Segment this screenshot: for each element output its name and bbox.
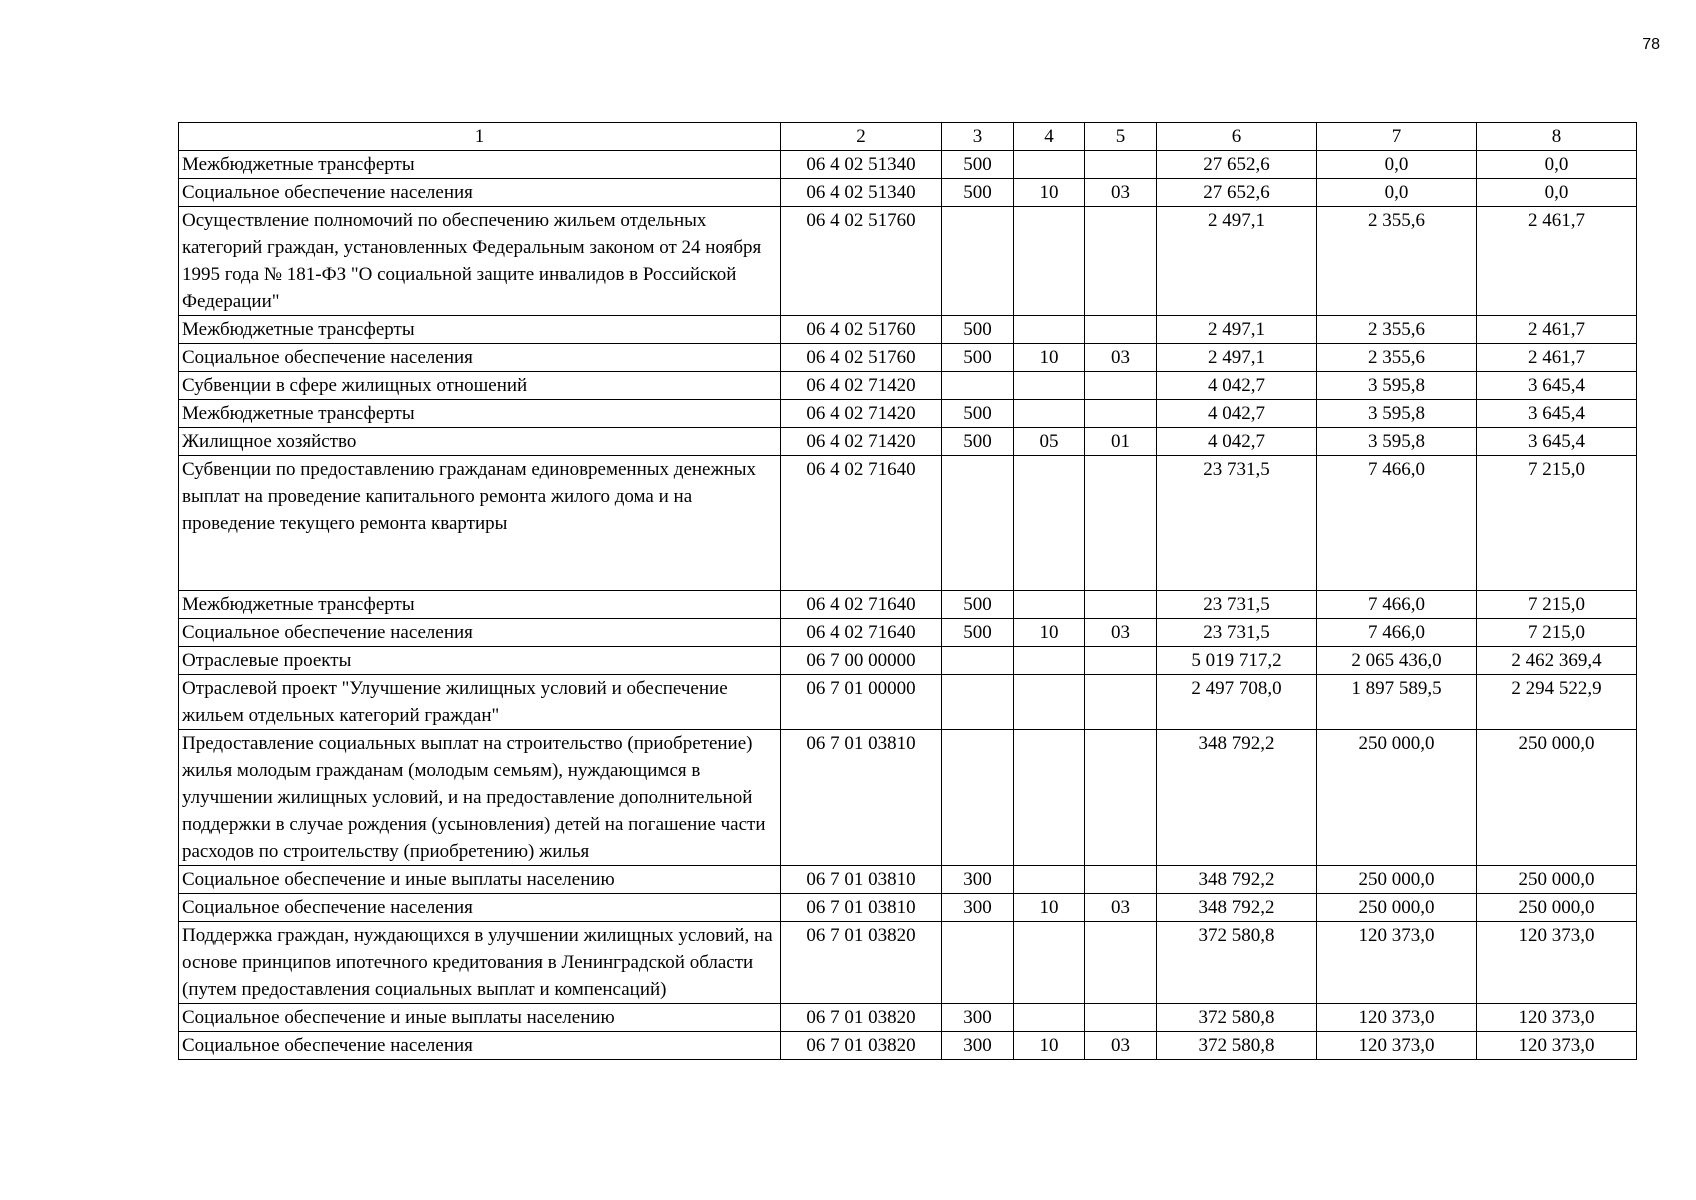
section-code [1014,866,1085,894]
target-article-code: 06 7 01 03810 [781,866,942,894]
subsection-code [1085,151,1157,179]
column-header-6: 6 [1157,123,1317,151]
item-name: Социальное обеспечение населения [179,619,781,647]
table-row [179,207,1637,316]
expense-type-code [942,730,1014,866]
amount-col-8: 2 462 369,4 [1477,647,1637,675]
amount-col-7: 2 355,6 [1317,344,1477,372]
amount-col-8: 7 215,0 [1477,619,1637,647]
table-row [179,428,1637,456]
amount-col-6: 4 042,7 [1157,400,1317,428]
amount-col-8: 250 000,0 [1477,730,1637,866]
amount-col-7: 7 466,0 [1317,619,1477,647]
expense-type-code [942,922,1014,1004]
amount-col-8: 0,0 [1477,151,1637,179]
item-name: Отраслевой проект "Улучшение жилищных условий и обеспечение жильем отдельных категорий граждан" [179,675,781,730]
amount-col-7: 120 373,0 [1317,922,1477,1004]
table-row [179,372,1637,400]
section-code [1014,675,1085,730]
table-row [179,344,1637,372]
amount-col-6: 5 019 717,2 [1157,647,1317,675]
target-article-code: 06 4 02 71420 [781,372,942,400]
amount-col-8: 3 645,4 [1477,400,1637,428]
item-name: Субвенции в сфере жилищных отношений [179,372,781,400]
subsection-code [1085,372,1157,400]
amount-col-7: 120 373,0 [1317,1004,1477,1032]
item-name: Межбюджетные трансферты [179,400,781,428]
amount-col-8: 250 000,0 [1477,894,1637,922]
table-row [179,179,1637,207]
target-article-code: 06 4 02 51340 [781,151,942,179]
subsection-code: 01 [1085,428,1157,456]
item-name: Социальное обеспечение населения [179,179,781,207]
amount-col-8: 2 294 522,9 [1477,675,1637,730]
item-name: Межбюджетные трансферты [179,591,781,619]
section-code: 05 [1014,428,1085,456]
amount-col-7: 250 000,0 [1317,894,1477,922]
item-name: Социальное обеспечение населения [179,894,781,922]
column-header-5: 5 [1085,123,1157,151]
target-article-code: 06 7 01 03820 [781,1004,942,1032]
item-name: Межбюджетные трансферты [179,316,781,344]
expense-type-code: 500 [942,591,1014,619]
amount-col-7: 0,0 [1317,179,1477,207]
amount-col-6: 23 731,5 [1157,619,1317,647]
amount-col-7: 3 595,8 [1317,428,1477,456]
section-code [1014,591,1085,619]
amount-col-7: 1 897 589,5 [1317,675,1477,730]
amount-col-7: 250 000,0 [1317,730,1477,866]
section-code [1014,316,1085,344]
amount-col-6: 2 497,1 [1157,207,1317,316]
expense-type-code [942,372,1014,400]
table-row [179,866,1637,894]
amount-col-6: 27 652,6 [1157,151,1317,179]
target-article-code: 06 7 01 03810 [781,894,942,922]
section-code [1014,1004,1085,1032]
amount-col-7: 2 355,6 [1317,207,1477,316]
target-article-code: 06 4 02 71640 [781,456,942,591]
subsection-code [1085,922,1157,1004]
column-header-1: 1 [179,123,781,151]
column-header-4: 4 [1014,123,1085,151]
amount-col-7: 2 065 436,0 [1317,647,1477,675]
amount-col-8: 120 373,0 [1477,1032,1637,1060]
amount-col-8: 2 461,7 [1477,344,1637,372]
expense-type-code: 500 [942,344,1014,372]
table-row [179,730,1637,866]
expense-type-code: 300 [942,1004,1014,1032]
target-article-code: 06 4 02 71640 [781,591,942,619]
amount-col-6: 2 497 708,0 [1157,675,1317,730]
subsection-code: 03 [1085,619,1157,647]
amount-col-6: 23 731,5 [1157,591,1317,619]
item-name: Социальное обеспечение и иные выплаты населению [179,866,781,894]
amount-col-6: 2 497,1 [1157,344,1317,372]
section-code [1014,922,1085,1004]
subsection-code [1085,591,1157,619]
section-code: 10 [1014,179,1085,207]
item-name: Социальное обеспечение населения [179,344,781,372]
section-code [1014,400,1085,428]
expense-type-code [942,207,1014,316]
amount-col-8: 120 373,0 [1477,1004,1637,1032]
item-name: Социальное обеспечение населения [179,1032,781,1060]
amount-col-8: 120 373,0 [1477,922,1637,1004]
amount-col-7: 7 466,0 [1317,591,1477,619]
target-article-code: 06 4 02 51340 [781,179,942,207]
expense-type-code: 300 [942,1032,1014,1060]
expense-type-code [942,647,1014,675]
amount-col-6: 348 792,2 [1157,730,1317,866]
amount-col-7: 7 466,0 [1317,456,1477,591]
table-row [179,619,1637,647]
table-row [179,1032,1637,1060]
subsection-code [1085,400,1157,428]
target-article-code: 06 7 00 00000 [781,647,942,675]
amount-col-7: 3 595,8 [1317,372,1477,400]
section-code [1014,207,1085,316]
page-number: 78 [1642,36,1660,53]
target-article-code: 06 4 02 51760 [781,316,942,344]
target-article-code: 06 7 01 03820 [781,922,942,1004]
table-row [179,316,1637,344]
section-code [1014,456,1085,591]
amount-col-8: 3 645,4 [1477,428,1637,456]
amount-col-8: 250 000,0 [1477,866,1637,894]
item-name: Жилищное хозяйство [179,428,781,456]
target-article-code: 06 7 01 00000 [781,675,942,730]
subsection-code [1085,730,1157,866]
target-article-code: 06 7 01 03820 [781,1032,942,1060]
column-header-3: 3 [942,123,1014,151]
item-name: Субвенции по предоставлению гражданам единовременных денежных выплат на проведение капитального ремонта жилого дома и на проведение текущего ремонта квартиры [179,456,781,591]
amount-col-8: 2 461,7 [1477,316,1637,344]
subsection-code: 03 [1085,1032,1157,1060]
section-code [1014,372,1085,400]
expense-type-code [942,456,1014,591]
amount-col-7: 2 355,6 [1317,316,1477,344]
section-code [1014,730,1085,866]
section-code [1014,647,1085,675]
table-header [179,123,1637,151]
amount-col-6: 372 580,8 [1157,1004,1317,1032]
item-name: Межбюджетные трансферты [179,151,781,179]
table-row [179,894,1637,922]
subsection-code [1085,316,1157,344]
amount-col-8: 7 215,0 [1477,456,1637,591]
section-code: 10 [1014,619,1085,647]
section-code: 10 [1014,1032,1085,1060]
column-header-7: 7 [1317,123,1477,151]
target-article-code: 06 4 02 71420 [781,428,942,456]
expense-type-code: 500 [942,400,1014,428]
subsection-code: 03 [1085,894,1157,922]
subsection-code [1085,1004,1157,1032]
column-header-2: 2 [781,123,942,151]
amount-col-7: 0,0 [1317,151,1477,179]
amount-col-8: 0,0 [1477,179,1637,207]
item-name: Отраслевые проекты [179,647,781,675]
item-name: Предоставление социальных выплат на строительство (приобретение) жилья молодым гражданам (молодым семьям), нуждающимся в улучшении жилищных условий, и на предоставление дополнительной поддержки в случае рождения (усыновления) детей на погашение части расходов по строительству (приобретению) жилья [179,730,781,866]
table-row [179,922,1637,1004]
amount-col-7: 120 373,0 [1317,1032,1477,1060]
target-article-code: 06 4 02 51760 [781,344,942,372]
item-name: Социальное обеспечение и иные выплаты населению [179,1004,781,1032]
target-article-code: 06 7 01 03810 [781,730,942,866]
subsection-code: 03 [1085,179,1157,207]
subsection-code [1085,207,1157,316]
expense-type-code: 500 [942,179,1014,207]
header-row [179,123,1637,151]
item-name: Осуществление полномочий по обеспечению жильем отдельных категорий граждан, установленных Федеральным законом от 24 ноября 1995 года № 181-ФЗ "О социальной защите инвалидов в Российской Федерации" [179,207,781,316]
target-article-code: 06 4 02 71420 [781,400,942,428]
subsection-code: 03 [1085,344,1157,372]
table-row [179,456,1637,591]
expense-type-code: 500 [942,316,1014,344]
amount-col-6: 4 042,7 [1157,428,1317,456]
table-row [179,675,1637,730]
expense-type-code: 500 [942,151,1014,179]
table-row [179,647,1637,675]
section-code: 10 [1014,894,1085,922]
section-code [1014,151,1085,179]
amount-col-8: 2 461,7 [1477,207,1637,316]
column-header-8: 8 [1477,123,1637,151]
target-article-code: 06 4 02 71640 [781,619,942,647]
amount-col-6: 27 652,6 [1157,179,1317,207]
amount-col-6: 372 580,8 [1157,922,1317,1004]
amount-col-7: 3 595,8 [1317,400,1477,428]
amount-col-6: 4 042,7 [1157,372,1317,400]
amount-col-6: 372 580,8 [1157,1032,1317,1060]
table-row [179,151,1637,179]
expense-type-code: 500 [942,619,1014,647]
table-row [179,1004,1637,1032]
subsection-code [1085,675,1157,730]
amount-col-8: 3 645,4 [1477,372,1637,400]
subsection-code [1085,866,1157,894]
amount-col-6: 2 497,1 [1157,316,1317,344]
amount-col-6: 23 731,5 [1157,456,1317,591]
amount-col-8: 7 215,0 [1477,591,1637,619]
item-name: Поддержка граждан, нуждающихся в улучшении жилищных условий, на основе принципов ипотечного кредитования в Ленинградской области (путем предоставления социальных выплат и компенсаций) [179,922,781,1004]
table-body [179,151,1637,1060]
table-row [179,591,1637,619]
subsection-code [1085,647,1157,675]
amount-col-6: 348 792,2 [1157,866,1317,894]
amount-col-7: 250 000,0 [1317,866,1477,894]
section-code: 10 [1014,344,1085,372]
expense-type-code [942,675,1014,730]
target-article-code: 06 4 02 51760 [781,207,942,316]
table-row [179,400,1637,428]
amount-col-6: 348 792,2 [1157,894,1317,922]
expense-type-code: 500 [942,428,1014,456]
expense-type-code: 300 [942,894,1014,922]
expense-type-code: 300 [942,866,1014,894]
subsection-code [1085,456,1157,591]
budget-table [178,122,1637,1060]
